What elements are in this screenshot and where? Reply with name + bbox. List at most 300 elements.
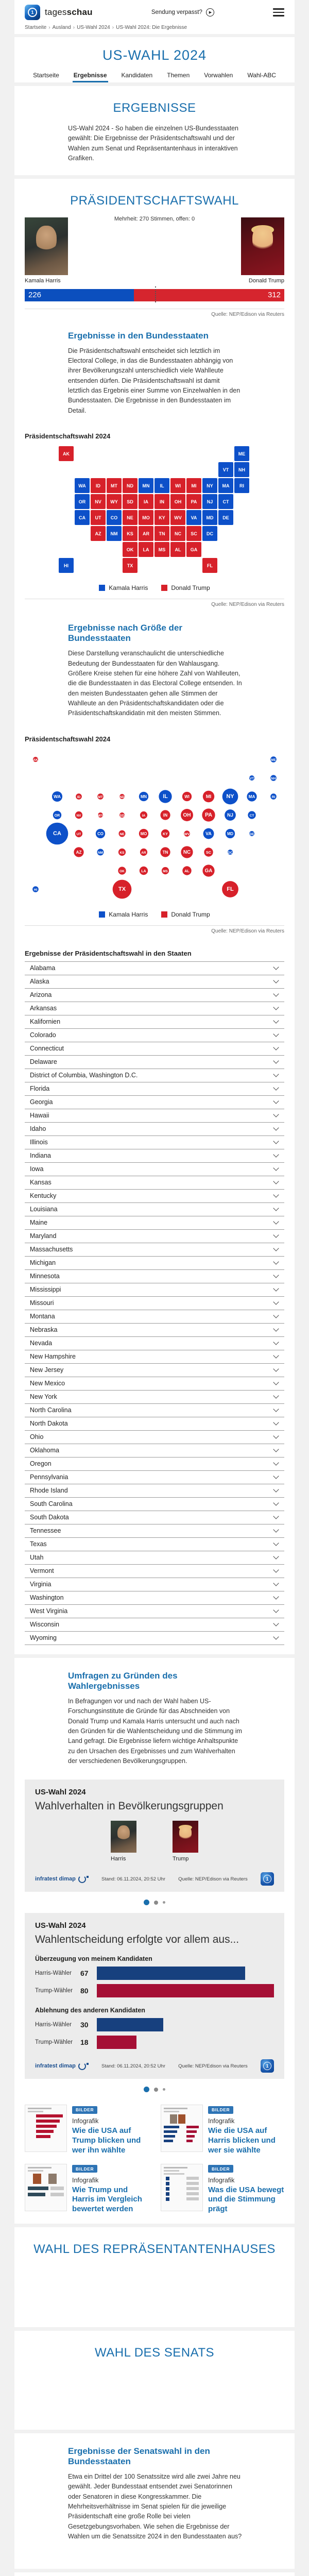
state-accordion-row[interactable] [25,989,284,1002]
teaser-body [208,2164,284,2214]
chevron-down-icon [273,1125,279,1131]
state-tile-OR[interactable]: OR [75,494,90,509]
umfragen-heading: Umfragen zu Gründen des Wahlergebnisses [68,1670,178,1691]
teaser-card[interactable] [25,2164,148,2214]
state-tile-KS[interactable]: KS [123,526,138,541]
state-bubble-DC[interactable] [228,850,233,855]
carousel-dot-2[interactable] [154,1901,158,1905]
state-bubble-OH[interactable] [181,809,193,821]
state-accordion-label: Kansas [30,1179,52,1187]
teaser-title[interactable]: Wie die USA auf Harris blicken und wer sie wählte [208,2126,276,2155]
legend-label: Donald Trump [171,910,210,918]
state-tile-TN[interactable]: TN [154,526,169,541]
svg-text:CT: CT [249,814,254,818]
svg-text:VA: VA [205,831,212,836]
state-accordion-row[interactable] [25,1029,284,1042]
state-accordion-row[interactable] [25,1042,284,1056]
state-tile-FL[interactable]: FL [202,558,217,573]
state-tile-GA[interactable]: GA [186,542,201,557]
state-tile-NY[interactable]: NY [202,478,217,493]
state-accordion-row[interactable] [25,1391,284,1404]
state-bubble-CA[interactable] [46,822,68,844]
chevron-down-icon [273,1018,279,1024]
svg-text:ME: ME [271,758,276,762]
state-bubble-PA[interactable] [202,808,215,821]
tab-ergebnisse[interactable]: Ergebnisse [73,71,108,82]
state-accordion-row[interactable] [25,1056,284,1069]
tagesschau-app-icon [25,5,40,20]
teaser-title[interactable]: Wie die USA auf Trump blicken und wer ihn wählte [72,2126,141,2155]
state-tile-MT[interactable]: MT [107,478,122,493]
state-tile-MD[interactable]: MD [202,510,217,525]
state-accordion-row[interactable] [25,1605,284,1618]
state-accordion-row[interactable] [25,1538,284,1551]
chevron-down-icon [273,1179,279,1184]
state-tile-SD[interactable]: SD [123,494,138,509]
svg-text:IA: IA [142,814,146,818]
state-tile-WI[interactable]: WI [170,478,185,493]
chevron-down-icon [273,1286,279,1292]
teaser-kicker: Infografik [208,2117,235,2125]
state-accordion-row[interactable] [25,1203,284,1216]
state-tile-KY[interactable]: KY [154,510,169,525]
chevron-down-icon [273,1607,279,1613]
state-accordion-label: Washington [30,1594,64,1602]
chevron-down-icon [273,1473,279,1479]
carousel-dot-3[interactable] [163,1901,165,1904]
teaser-title[interactable]: Wie Trump und Harris im Vergleich bewertet werden [72,2185,142,2214]
state-tile-VT[interactable]: VT [218,462,233,477]
state-tile-MA[interactable]: MA [218,478,233,493]
state-bubble-CT[interactable] [248,811,255,819]
carousel-dot-1[interactable] [144,1900,149,1905]
state-accordion-row[interactable] [25,1297,284,1310]
state-bubble-CO[interactable] [96,829,105,838]
infographic-wahlverhalten [25,1780,284,1892]
carousel-dot-3[interactable] [163,2088,165,2091]
state-accordion-row[interactable] [25,1444,284,1458]
svg-text:HI: HI [33,888,38,892]
bilder-badge: BILDER [208,2165,233,2173]
bilder-badge: BILDER [208,2106,233,2114]
state-bubble-MD[interactable] [226,829,235,838]
svg-text:AK: AK [33,758,38,762]
state-tile-IA[interactable]: IA [139,494,153,509]
infratest-dot-icon [87,2063,89,2065]
legend-swatch [161,585,167,591]
trump-ev-value: 312 [267,291,281,299]
candidate-strip [14,217,295,284]
chevron-down-icon [273,1406,279,1412]
state-accordion-row[interactable] [25,1431,284,1444]
state-tile-NH[interactable]: NH [234,462,249,477]
state-bubble-OR[interactable] [53,811,61,819]
state-accordion-row[interactable] [25,1123,284,1136]
state-tile-NM[interactable]: NM [107,526,122,541]
state-bubble-IA[interactable] [140,811,147,819]
teaser-kicker: Infografik [72,2176,99,2184]
state-accordion-row[interactable] [25,1283,284,1297]
state-accordion-row[interactable] [25,1377,284,1391]
state-bubble-OK[interactable] [118,867,126,874]
state-accordion-row[interactable] [25,1524,284,1538]
state-bubble-TX[interactable] [113,879,132,899]
legend-swatch [99,911,105,918]
state-accordion-row[interactable] [25,1471,284,1484]
state-bubble-UT[interactable] [75,830,82,837]
state-tile-NV[interactable]: NV [91,494,106,509]
source-line: Quelle: NEP/Edison via Reuters [25,599,284,607]
chevron-down-icon [273,1273,279,1278]
chevron-down-icon [273,1313,279,1318]
state-tile-CT[interactable]: CT [218,494,233,509]
sendung-verpasst-link[interactable] [151,8,214,16]
state-accordion-row[interactable] [25,975,284,989]
state-accordion-row[interactable] [25,1109,284,1123]
state-bubble-SC[interactable] [204,848,213,856]
state-tile-OK[interactable]: OK [123,542,138,557]
state-accordion-row[interactable] [25,962,284,975]
state-tile-MN[interactable]: MN [139,478,153,493]
state-accordion-row[interactable] [25,1310,284,1324]
state-tile-CA[interactable]: CA [75,510,90,525]
thumb-graphic [186,2192,199,2195]
chevron-down-icon [273,1460,279,1466]
svg-text:WA: WA [54,793,61,799]
state-accordion-row[interactable] [25,1230,284,1243]
state-accordion-row[interactable] [25,1216,284,1230]
state-accordion-row[interactable] [25,1324,284,1337]
teaser-card[interactable] [161,2105,284,2155]
state-accordion-row[interactable] [25,1069,284,1082]
state-bubble-SD[interactable] [119,812,125,818]
state-accordion-row[interactable] [25,1190,284,1203]
state-bubble-VA[interactable] [203,828,214,839]
state-tile-MI[interactable]: MI [186,478,201,493]
teaser-body [72,2105,148,2155]
tagesschau-logo[interactable] [25,5,93,20]
svg-text:UT: UT [76,832,81,836]
svg-text:MN: MN [140,794,147,799]
legend-label: Kamala Harris [109,910,148,918]
state-accordion-row[interactable] [25,1176,284,1190]
chevron-down-icon [273,1112,279,1117]
state-bubble-AZ[interactable] [74,847,83,857]
thumb-graphic [186,2177,199,2180]
thumb-graphic [166,2187,169,2191]
state-tile-AK[interactable]: AK [59,446,74,461]
tab-startseite[interactable]: Startseite [33,72,59,79]
state-bubble-ID[interactable] [76,793,82,800]
thumb-graphic [36,2120,60,2123]
state-accordion-row[interactable] [25,1404,284,1417]
teaser-card[interactable] [161,2164,284,2214]
svg-text:VT: VT [249,776,254,781]
state-bubble-AR[interactable] [140,849,147,856]
state-accordion-label: Pennsylvania [30,1473,68,1481]
state-accordion-label: Georgia [30,1098,53,1106]
state-tile-AR[interactable]: AR [139,526,153,541]
thumb-graphic [36,2114,63,2117]
state-accordion-row[interactable] [25,1243,284,1257]
chevron-down-icon [273,1085,279,1091]
state-tile-OH[interactable]: OH [170,494,185,509]
state-accordion-row[interactable] [25,1163,284,1176]
state-tile-SC[interactable]: SC [186,526,201,541]
carousel-dot-1[interactable] [144,2087,149,2092]
chevron-down-icon [273,1246,279,1251]
state-tile-MO[interactable]: MO [139,510,153,525]
state-accordion-label: Nevada [30,1340,53,1347]
map-legend [14,584,295,591]
state-bubble-WV[interactable] [184,831,190,837]
state-bubble-IN[interactable] [160,810,170,820]
voter-label: Harris-Wähler [35,2022,72,2028]
infographic-title: Wahlverhalten in Bevölkerungsgruppen [35,1800,224,1812]
state-tile-HI[interactable]: HI [59,558,74,573]
state-tile-MS[interactable]: MS [154,542,169,557]
svg-text:NM: NM [97,851,104,855]
infographic-title: Wahlentscheidung erfolgte vor allem aus... [35,1934,239,1946]
teaser-card[interactable] [25,2105,148,2155]
senatswahl-text: Etwa ein Drittel der 100 Senatssitze wird alle zwei Jahre neu gewählt. Jeder Bundesstaat entsendet zwei Senatorinnen oder Senatoren in diese Kongresskammer. Die Mehrheitsverhältnisse im Senat spielen für die jeweilige Präsidentschaft eine große Rolle bei vielen Gesetzgebungsvorhaben. Wie sehen die Ergebnisse der Wahlen um die Senatssitze 2024 in den Bundesstaaten aus? [68,2472,242,2540]
state-tile-ND[interactable]: ND [123,478,138,493]
motivation-row [35,2018,274,2031]
state-bubble-AL[interactable] [182,866,191,875]
state-tile-TX[interactable]: TX [123,558,138,573]
state-tile-WA[interactable]: WA [75,478,90,493]
state-accordion-label: Maryland [30,1232,57,1240]
state-accordion-row[interactable] [25,1082,284,1096]
state-bubble-NM[interactable] [97,849,104,855]
harris-ev-value: 226 [28,291,42,299]
state-tile-NC[interactable]: NC [170,526,185,541]
trump-name: Donald Trump [248,277,284,284]
svg-text:MO: MO [140,831,147,836]
breadcrumb-item[interactable]: US-Wahl 2024 [77,25,110,30]
tab-wahlabc[interactable]: Wahl-ABC [247,72,276,79]
tab-themen[interactable]: Themen [167,72,190,79]
svg-text:NC: NC [183,849,191,855]
svg-text:WI: WI [184,794,190,799]
thumb-graphic [186,2140,193,2142]
chevron-down-icon [273,1192,279,1198]
state-accordion-label: Ohio [30,1433,44,1441]
state-tile-PA[interactable]: PA [186,494,201,509]
state-accordion-row[interactable] [25,1551,284,1565]
breadcrumb [25,25,284,30]
state-bubble-KY[interactable] [161,829,169,838]
state-bubble-MO[interactable] [139,829,148,838]
chevron-down-icon [273,1058,279,1064]
state-bubble-WY[interactable] [98,812,104,818]
state-bubble-NV[interactable] [75,811,82,819]
infographic-kicker: US-Wahl 2024 [35,1788,86,1797]
state-tile-VA[interactable]: VA [186,510,201,525]
state-tile-AL[interactable]: AL [170,542,185,557]
state-bubble-NH[interactable] [270,775,277,781]
breadcrumb-item[interactable]: Startseite [25,25,47,30]
state-tile-DE[interactable]: DE [218,510,233,525]
state-bubble-MI[interactable] [203,791,214,802]
state-bubble-KS[interactable] [118,849,126,856]
svg-text:DC: DC [228,851,233,855]
state-tile-WV[interactable]: WV [170,510,185,525]
state-tile-LA[interactable]: LA [139,542,153,557]
teaser-thumbnail [25,2164,67,2211]
chevron-down-icon [273,964,279,970]
bubble-chart-label: Präsidentschaftswahl 2024 [25,735,111,743]
state-accordion-row[interactable] [25,1270,284,1283]
state-bubble-AK[interactable] [33,757,38,762]
state-bubble-VT[interactable] [249,775,254,781]
svg-text:CO: CO [97,831,104,836]
harris-name: Kamala Harris [25,277,61,284]
source-line: Quelle: NEP/Edison via Reuters [25,925,284,934]
state-tile-NE[interactable]: NE [123,510,138,525]
tab-kandidaten[interactable]: Kandidaten [121,72,153,79]
teaser-thumbnail [161,2105,203,2152]
state-accordion-row[interactable] [25,1417,284,1431]
state-tile-RI[interactable]: RI [234,478,249,493]
state-accordion-row[interactable] [25,1015,284,1029]
state-tile-ME[interactable]: ME [234,446,249,461]
chevron-down-icon [273,1005,279,1010]
state-bubble-TN[interactable] [160,847,170,857]
state-accordion-label: Kalifornien [30,1018,61,1026]
state-bubble-WI[interactable] [182,792,192,801]
carousel-dot-2[interactable] [154,2088,158,2092]
hamburger-menu-icon[interactable] [273,6,284,18]
svg-text:MS: MS [163,869,168,873]
state-bubble-MT[interactable] [97,793,104,800]
thumb-graphic [186,2182,199,2185]
svg-text:RI: RI [271,795,276,799]
state-accordion-row[interactable] [25,1511,284,1524]
ard-logo-icon: 1 [261,2059,274,2073]
state-tile-NJ[interactable]: NJ [202,494,217,509]
page-title: US-WAHL 2024 [102,47,207,63]
state-accordion-label: Wisconsin [30,1621,59,1629]
state-accordion-row[interactable] [25,1002,284,1015]
state-accordion-label: Utah [30,1554,44,1562]
state-tile-AZ[interactable]: AZ [91,526,106,541]
state-bubble-ND[interactable] [119,794,125,799]
thumb-graphic [170,2114,177,2124]
state-accordion-row[interactable] [25,1632,284,1645]
chevron-down-icon [273,1259,279,1265]
state-bubble-HI[interactable] [32,886,39,892]
state-bubble-FL[interactable] [222,881,238,897]
voter-value: 80 [80,1987,89,1995]
trump-photo-small [173,1821,198,1853]
thumb-graphic [164,2130,177,2133]
voter-label: Trump-Wähler [35,2039,73,2046]
state-accordion-row[interactable] [25,1618,284,1632]
state-accordion-label: Alaska [30,978,49,986]
state-accordion-row[interactable] [25,1149,284,1163]
state-accordion-row[interactable] [25,1364,284,1377]
state-bubble-RI[interactable] [270,793,277,800]
state-bubble-IL[interactable] [159,790,171,803]
voter-label: Harris-Wähler [35,1970,72,1977]
tagesschau-wordmark: tagesschau [45,7,93,17]
trump-ev-segment [134,289,284,301]
state-accordion-row[interactable] [25,1578,284,1591]
state-accordion-label: Florida [30,1085,50,1093]
state-bubble-NJ[interactable] [225,809,236,821]
state-accordion-row[interactable] [25,1337,284,1350]
state-accordion-label: Montana [30,1313,55,1320]
state-bubble-NE[interactable] [119,830,126,837]
thumb-graphic [36,2135,50,2138]
state-accordion-row[interactable] [25,1136,284,1149]
state-accordion-row[interactable] [25,1350,284,1364]
chevron-down-icon [273,1594,279,1600]
legend-item [161,584,210,591]
state-tile-ID[interactable]: ID [91,478,106,493]
thumb-graphic [186,2197,199,2200]
section-title-ergebnisse: ERGEBNISSE [113,101,196,115]
breadcrumb-item[interactable]: Ausland [52,25,71,30]
candidate-trump [241,217,284,284]
state-accordion-row[interactable] [25,1484,284,1498]
state-bubble-WA[interactable] [52,791,62,802]
thumb-graphic [166,2182,169,2185]
state-accordion-row[interactable] [25,1591,284,1605]
state-accordion-row[interactable] [25,1257,284,1270]
state-accordion-row[interactable] [25,1458,284,1471]
rueckblick-card [14,2572,295,2576]
state-tile-UT[interactable]: UT [91,510,106,525]
state-bubble-MS[interactable] [162,867,169,874]
motivation-row [35,1967,274,1980]
infratest-dimap-logo: infratest dimap [35,1875,89,1883]
state-bubble-LA[interactable] [140,867,148,875]
state-accordion-label: Idaho [30,1125,46,1133]
state-tile-WY[interactable]: WY [107,494,122,509]
state-bubble-NY[interactable] [222,788,238,804]
state-accordion-row[interactable] [25,1096,284,1109]
ergebnisse-card [14,86,295,175]
tab-vorwahlen[interactable]: Vorwahlen [204,72,233,79]
bilder-badge: BILDER [72,2106,97,2114]
svg-text:FL: FL [227,886,234,892]
motivation-group-label: Überzeugung von meinem Kandidaten [35,1955,152,1963]
teaser-thumbnail [25,2105,67,2152]
state-bubble-ME[interactable] [270,756,277,762]
state-accordion-label: Tennessee [30,1527,61,1535]
state-accordion-row[interactable] [25,1498,284,1511]
state-accordion-row[interactable] [25,1565,284,1578]
state-accordion-label: Alabama [30,964,56,972]
teaser-title[interactable]: Was die USA bewegt und die Stimmung prägt [208,2185,284,2214]
state-tile-CO[interactable]: CO [107,510,122,525]
motivation-group-label: Ablehnung des anderen Kandidaten [35,2007,145,2014]
state-accordion-list [25,961,284,1645]
state-bubble-DE[interactable] [249,831,254,836]
state-tile-DC[interactable]: DC [202,526,217,541]
state-bubble-NC[interactable] [181,846,193,858]
chevron-down-icon [273,1206,279,1211]
state-tile-IN[interactable]: IN [154,494,169,509]
state-bubble-MN[interactable] [139,792,148,801]
chevron-down-icon [273,1299,279,1305]
state-tile-IL[interactable]: IL [154,478,169,493]
infographic-kicker: US-Wahl 2024 [35,1921,86,1930]
state-bubble-MA[interactable] [247,791,256,801]
state-bubble-GA[interactable] [202,865,214,876]
